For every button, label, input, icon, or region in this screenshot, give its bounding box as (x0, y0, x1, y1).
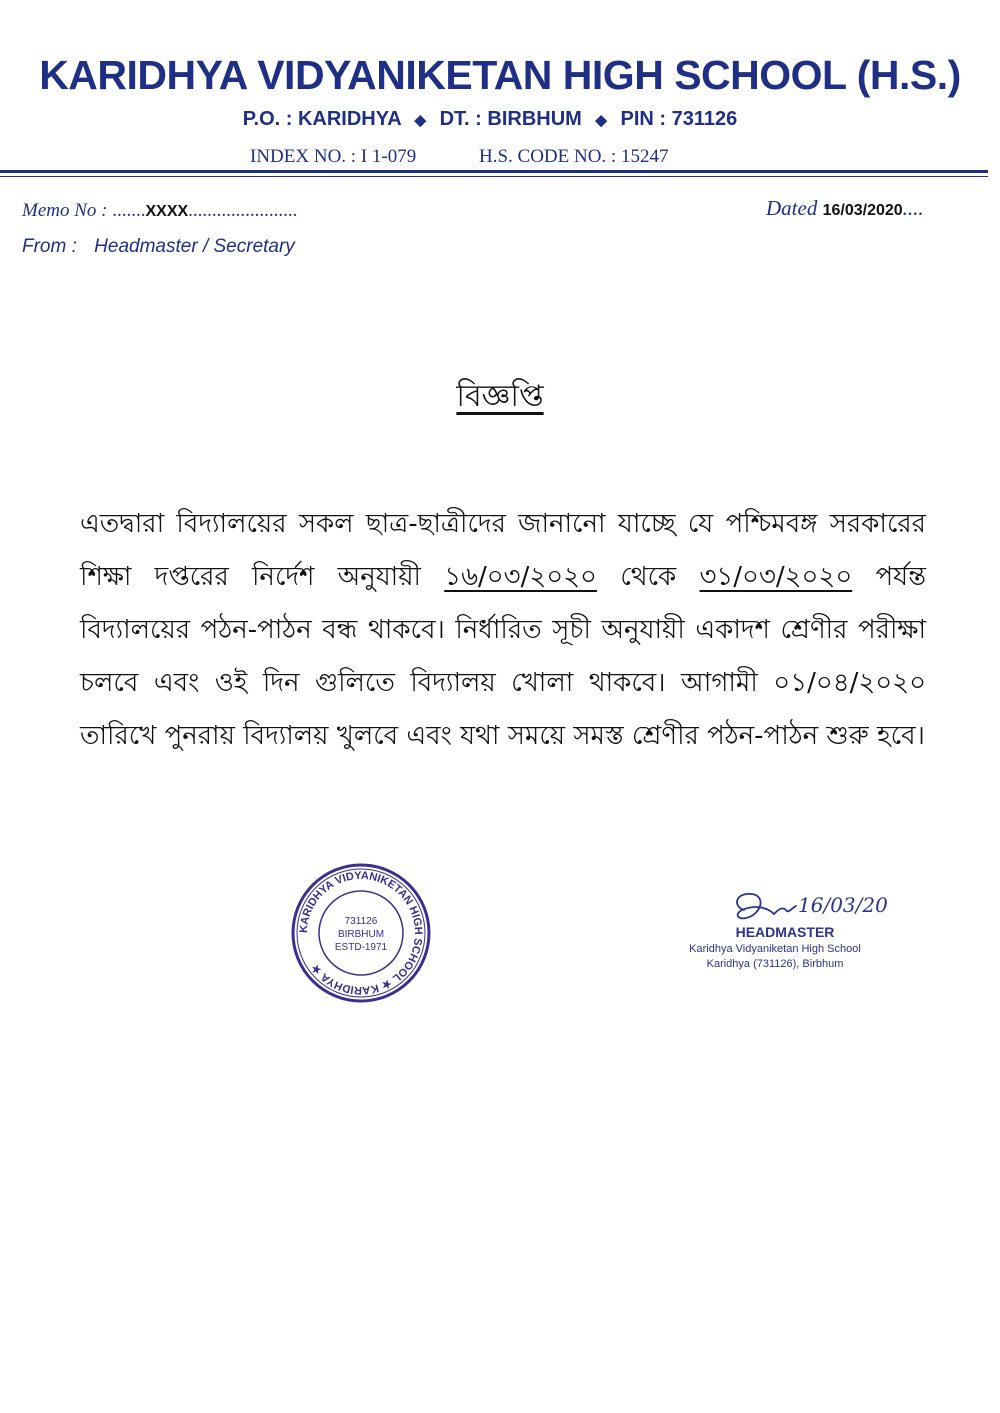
seal-estd: ESTD-1971 (334, 942, 388, 953)
memo-date: Dated 16/03/2020.... (766, 196, 924, 220)
closure-end-date: ৩১/০৩/২০২০ (699, 562, 853, 592)
school-name: KARIDHYA VIDYANIKETAN HIGH SCHOOL (H.S.) (39, 52, 961, 98)
school-address (0, 108, 980, 131)
seal-district: BIRBHUM (337, 929, 385, 940)
post-office: P.O. : KARIDHYA (242, 108, 401, 130)
memo-number: Memo No : .......XXXX....................... (22, 200, 298, 221)
signatory-school: Karidhya Vidyaniketan High School (689, 943, 861, 955)
school-codes (250, 146, 668, 168)
district: DT. : BIRBHUM (439, 108, 582, 130)
from-label: From : (22, 236, 77, 257)
seal-ring-text: KARIDHYA VIDYANIKETAN HIGH SCHOOL ★ KARIDHYA ★ (297, 869, 425, 997)
signature-date: 16/03/20 (798, 893, 888, 917)
index-number: INDEX NO. : I 1-079 (250, 146, 417, 167)
from-value: Headmaster / Secretary (94, 236, 295, 257)
date-label: Dated (766, 196, 818, 220)
pin-code: PIN : 731126 (620, 108, 738, 130)
notice-text-part3: পর্যন্ত বিদ্যালয়ের পঠন-পাঠন বন্ধ থাকবে। নির্ধারিত সূচী অনুযায়ী একাদশ শ্রেণীর পরীক্ষা চলবে এবং ওই দিন গুলিতে বিদ্যালয় খোলা থাকবে। আগামী ০১/০৪/২০২০ তারিখে পুনরায় বিদ্যালয় খুলবে এবং যথা সময়ে সমস্ত শ্রেণীর পঠন-পাঠন শুরু হবে। (80, 562, 927, 751)
diamond-icon: ◆ (414, 112, 427, 129)
school-seal (290, 862, 432, 1004)
seal-pin: 731126 (344, 916, 378, 927)
notice-title: বিজ্ঞপ্তি (456, 379, 544, 414)
date-value: 16/03/2020 (822, 202, 903, 219)
letterhead-rule (0, 170, 988, 173)
letterhead-rule-thin (0, 176, 988, 177)
signatory-address: Karidhya (731126), Birbhum (706, 958, 844, 970)
memo-from (22, 236, 295, 258)
notice-text-part2: থেকে (620, 562, 677, 592)
notice-body (80, 498, 926, 763)
signatory-title: HEADMASTER (735, 924, 835, 940)
notice-text-part1: এতদ্বারা বিদ্যালয়ের সকল ছাত্র-ছাত্রীদের জানানো যাচ্ছে যে পশ্চিমবঙ্গ সরকারের শিক্ষা দপ্তরের নির্দেশ অনুযায়ী (80, 509, 926, 592)
memo-value: XXXX (145, 203, 189, 220)
closure-start-date: ১৬/০৩/২০২০ (444, 562, 597, 592)
memo-label: Memo No : (22, 200, 108, 221)
diamond-icon: ◆ (595, 112, 607, 129)
hs-code: H.S. CODE NO. : 15247 (478, 146, 669, 167)
